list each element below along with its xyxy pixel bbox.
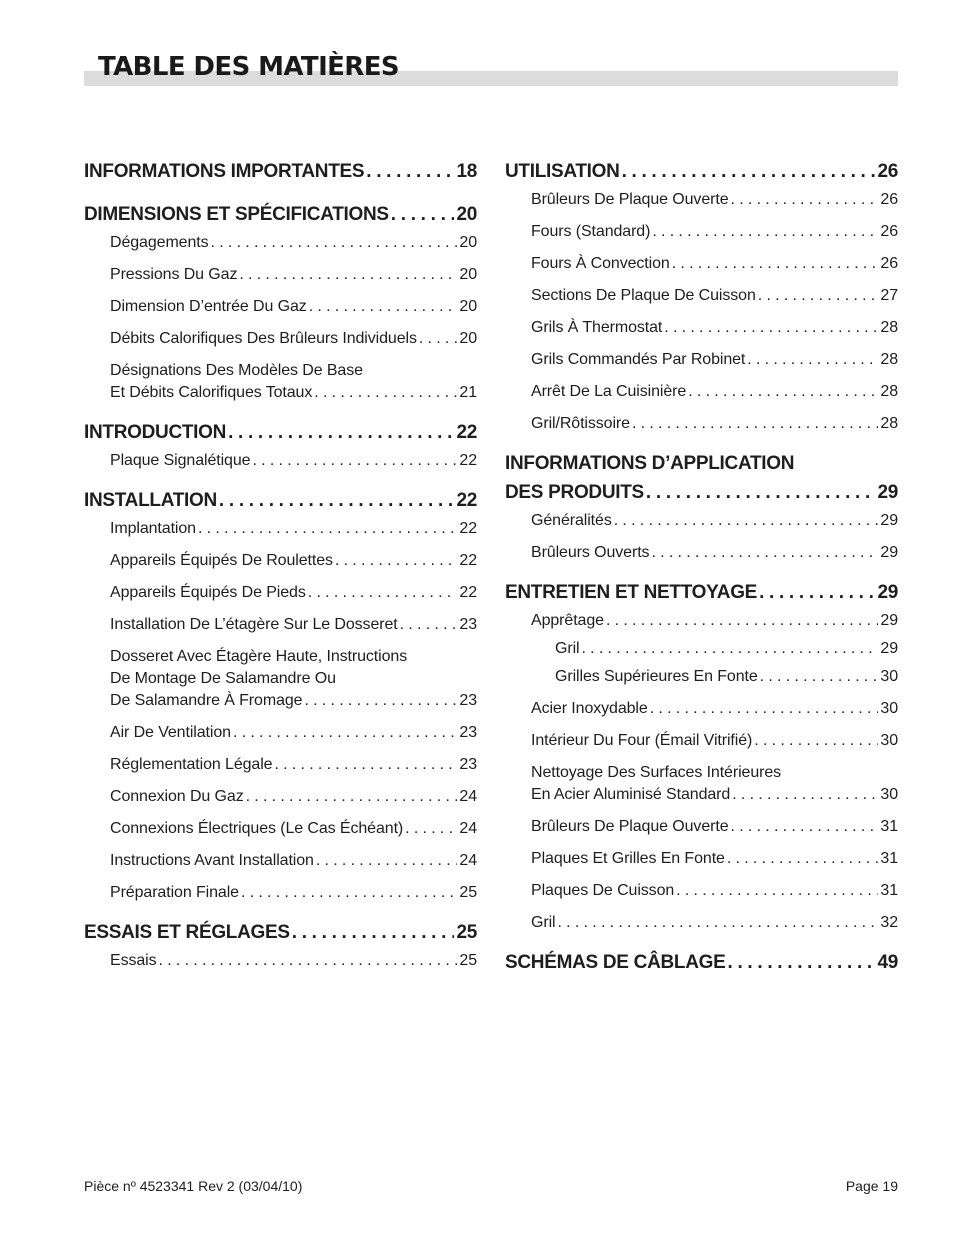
dot-leader [727, 848, 879, 870]
toc-entry-label: Essais [110, 952, 157, 969]
dot-leader [664, 317, 878, 339]
toc-section-entry[interactable] [84, 486, 477, 515]
toc-page-number: 30 [880, 700, 898, 717]
dot-leader [614, 510, 879, 532]
toc-section-entry[interactable] [505, 157, 898, 186]
toc-page-number: 25 [459, 884, 477, 901]
toc-entry-label: Installation De L’étagère Sur Le Dosseret [110, 616, 398, 633]
toc-entry-label: Arrêt De La Cuisinière [531, 383, 687, 400]
dot-leader [650, 698, 879, 720]
dot-leader [241, 882, 457, 904]
toc-entry-label: Gril [555, 640, 580, 657]
toc-page-number: 25 [456, 922, 477, 943]
toc-entry-label: Réglementation Légale [110, 756, 273, 773]
toc-subsection-entry[interactable] [84, 232, 477, 254]
toc-entry-label: Appareils Équipés De Roulettes [110, 552, 333, 569]
toc-subsection-entry[interactable] [505, 880, 898, 902]
toc-subsection-entry[interactable] [84, 518, 477, 540]
dot-leader [728, 948, 876, 977]
dot-leader [676, 880, 878, 902]
toc-page-number: 23 [459, 756, 477, 773]
toc-entry-label: Connexion Du Gaz [110, 788, 244, 805]
dot-leader [228, 418, 454, 447]
toc-subsection-entry[interactable] [84, 646, 477, 712]
toc-page-number: 25 [459, 952, 477, 969]
toc-entry-label: INFORMATIONS D’APPLICATION [505, 453, 795, 474]
dot-leader [581, 638, 878, 660]
toc-entry-label: Grilles Supérieures En Fonte [555, 668, 758, 685]
dot-leader [731, 189, 879, 211]
toc-page-number: 26 [880, 223, 898, 240]
toc-entry-label-continued: De Salamandre À Fromage [110, 692, 303, 709]
dot-leader [304, 690, 457, 712]
toc-subsection-entry[interactable] [505, 816, 898, 838]
toc-page-number: 20 [459, 266, 477, 283]
dot-leader [400, 614, 458, 636]
dot-leader [335, 550, 457, 572]
toc-entry-label: SCHÉMAS DE CÂBLAGE [505, 952, 726, 973]
toc-page-number: 28 [880, 319, 898, 336]
toc-entry-last-line [110, 382, 477, 404]
toc-subsection-entry[interactable] [84, 614, 477, 636]
toc-entry-label: Grils À Thermostat [531, 319, 663, 336]
toc-subsection-entry[interactable] [505, 610, 898, 632]
toc-page-number: 31 [880, 850, 898, 867]
toc-entry-label: ENTRETIEN ET NETTOYAGE [505, 582, 758, 603]
toc-section-entry[interactable] [505, 449, 898, 507]
toc-page-number: 28 [880, 415, 898, 432]
dot-leader [622, 157, 876, 186]
dot-leader [405, 818, 457, 840]
toc-entry-label: Brûleurs Ouverts [531, 544, 650, 561]
toc-subsection-entry[interactable] [84, 786, 477, 808]
toc-section-entry[interactable] [84, 157, 477, 186]
toc-entry-last-line [505, 478, 898, 507]
toc-subsection-entry[interactable] [84, 882, 477, 904]
toc-subsection-entry[interactable] [505, 638, 898, 660]
toc-page-number: 26 [880, 255, 898, 272]
toc-subsection-entry[interactable] [84, 360, 477, 404]
toc-entry-label: Plaque Signalétique [110, 452, 251, 469]
toc-page-number: 22 [459, 584, 477, 601]
toc-entry-label: Gril/Rôtissoire [531, 415, 630, 432]
toc-entry-label: UTILISATION [505, 161, 620, 182]
dot-leader [732, 784, 878, 806]
toc-entry-label: Connexions Électriques (Le Cas Échéant) [110, 820, 404, 837]
toc-entry-label: Acier Inoxydable [531, 700, 648, 717]
toc-subsection-entry[interactable] [505, 542, 898, 564]
toc-subsection-entry[interactable] [84, 264, 477, 286]
toc-entry-label: Implantation [110, 520, 196, 537]
toc-subsection-entry[interactable] [505, 189, 898, 211]
toc-subsection-entry[interactable] [505, 912, 898, 934]
toc-entry-label: Apprêtage [531, 612, 604, 629]
dot-leader [646, 478, 876, 507]
dot-leader [747, 349, 878, 371]
toc-subsection-entry[interactable] [505, 510, 898, 532]
toc-page-number: 22 [459, 520, 477, 537]
dot-leader [754, 730, 878, 752]
toc-page-number: 23 [459, 724, 477, 741]
toc-entry-label: Dosseret Avec Étagère Haute, Instructions [110, 648, 408, 665]
toc-subsection-entry[interactable] [84, 850, 477, 872]
toc-page-number: 22 [456, 490, 477, 511]
toc-page-number: 29 [880, 544, 898, 561]
dot-leader [672, 253, 879, 275]
toc-page-number: 49 [877, 952, 898, 973]
toc-page-number: 26 [877, 161, 898, 182]
dot-leader [219, 486, 455, 515]
toc-subsection-entry[interactable] [505, 221, 898, 243]
toc-entry-label: ESSAIS ET RÉGLAGES [84, 922, 290, 943]
toc-entry-label-continued: En Acier Aluminisé Standard [531, 786, 731, 803]
toc-subsection-entry[interactable] [505, 698, 898, 720]
toc-section-entry[interactable] [84, 200, 477, 229]
toc-subsection-entry[interactable] [505, 349, 898, 371]
toc-subsection-entry[interactable] [84, 296, 477, 318]
dot-leader [366, 157, 454, 186]
toc-subsection-entry[interactable] [505, 848, 898, 870]
footer-part-number: Pièce nº 4523341 Rev 2 (03/04/10) [84, 1178, 303, 1194]
dot-leader [309, 296, 458, 318]
dot-leader [314, 382, 457, 404]
dot-leader [159, 950, 458, 972]
toc-subsection-entry[interactable] [84, 950, 477, 972]
toc-entry-label: Sections De Plaque De Cuisson [531, 287, 756, 304]
toc-subsection-entry[interactable] [84, 328, 477, 350]
toc-page-number: 30 [880, 732, 898, 749]
toc-page-number: 26 [880, 191, 898, 208]
toc-page-number: 18 [456, 161, 477, 182]
toc-page-number: 30 [880, 786, 898, 803]
dot-leader [632, 413, 878, 435]
toc-page-number: 27 [880, 287, 898, 304]
toc-entry-label: Fours (Standard) [531, 223, 651, 240]
dot-leader [606, 610, 878, 632]
toc-page-number: 20 [459, 330, 477, 347]
toc-page-number: 20 [459, 298, 477, 315]
page-title: TABLE DES MATIÈRES [98, 52, 400, 82]
toc-subsection-entry[interactable] [505, 317, 898, 339]
dot-leader [759, 578, 875, 607]
toc-page-number: 31 [880, 818, 898, 835]
toc-page-number: 28 [880, 383, 898, 400]
toc-subsection-entry[interactable] [505, 762, 898, 806]
toc-page-number: 29 [880, 512, 898, 529]
dot-leader [760, 666, 879, 688]
toc-entry-label: Plaques Et Grilles En Fonte [531, 850, 725, 867]
toc-section-entry[interactable] [505, 578, 898, 607]
dot-leader [391, 200, 455, 229]
toc-left-column [84, 157, 477, 972]
toc-entry-label: Débits Calorifiques Des Brûleurs Individuels [110, 330, 417, 347]
toc-subsection-entry[interactable] [84, 818, 477, 840]
toc-entry-label: Fours À Convection [531, 255, 670, 272]
toc-entry-label: Gril [531, 914, 556, 931]
toc-subsection-entry[interactable] [84, 722, 477, 744]
dot-leader [246, 786, 458, 808]
toc-subsection-entry[interactable] [84, 550, 477, 572]
dot-leader [274, 754, 457, 776]
toc-subsection-entry[interactable] [505, 253, 898, 275]
toc-entry-label: Instructions Avant Installation [110, 852, 314, 869]
toc-entry-label: Désignations Des Modèles De Base [110, 362, 363, 379]
toc-page-number: 22 [459, 452, 477, 469]
dot-leader [198, 518, 457, 540]
toc-entry-label: INFORMATIONS IMPORTANTES [84, 161, 365, 182]
toc-page-number: 29 [880, 640, 898, 657]
toc-page-number: 24 [459, 820, 477, 837]
dot-leader [758, 285, 879, 307]
toc-right-column [505, 157, 898, 977]
toc-entry-label: Préparation Finale [110, 884, 239, 901]
toc-page-number: 20 [456, 204, 477, 225]
toc-entry-label: Brûleurs De Plaque Ouverte [531, 191, 729, 208]
toc-page-number: 21 [459, 384, 477, 401]
toc-page-number: 30 [880, 668, 898, 685]
dot-leader [316, 850, 458, 872]
toc-page-number: 31 [880, 882, 898, 899]
dot-leader [252, 450, 457, 472]
toc-entry-label: Généralités [531, 512, 612, 529]
toc-subsection-entry[interactable] [84, 450, 477, 472]
dot-leader [308, 582, 458, 604]
toc-page-number: 24 [459, 852, 477, 869]
toc-entry-label: Pressions Du Gaz [110, 266, 238, 283]
footer-page-number: Page 19 [845, 1178, 898, 1194]
toc-entry-label: Nettoyage Des Surfaces Intérieures [531, 764, 782, 781]
toc-page-number: 22 [456, 422, 477, 443]
toc-page-number: 29 [877, 482, 898, 503]
toc-entry-label: Grils Commandés Par Robinet [531, 351, 746, 368]
toc-entry-label: Dimension D’entrée Du Gaz [110, 298, 307, 315]
dot-leader [688, 381, 878, 403]
toc-subsection-entry[interactable] [505, 730, 898, 752]
toc-entry-last-line [531, 784, 898, 806]
toc-page-number: 23 [459, 616, 477, 633]
toc-subsection-entry[interactable] [505, 413, 898, 435]
toc-entry-label-continued: DES PRODUITS [505, 482, 644, 503]
toc-section-entry[interactable] [84, 418, 477, 447]
toc-subsection-entry[interactable] [505, 285, 898, 307]
dot-leader [239, 264, 457, 286]
dot-leader [557, 912, 878, 934]
toc-entry-label: Air De Ventilation [110, 724, 231, 741]
dot-leader [731, 816, 879, 838]
toc-subsection-entry[interactable] [505, 381, 898, 403]
toc-entry-label: Intérieur Du Four (Émail Vitrifié) [531, 732, 753, 749]
toc-section-entry[interactable] [84, 918, 477, 947]
toc-page-number: 22 [459, 552, 477, 569]
toc-subsection-entry[interactable] [505, 666, 898, 688]
toc-page-number: 32 [880, 914, 898, 931]
dot-leader [652, 221, 878, 243]
toc-page-number: 28 [880, 351, 898, 368]
toc-entry-label: DIMENSIONS ET SPÉCIFICATIONS [84, 204, 389, 225]
dot-leader [211, 232, 458, 254]
toc-entry-label: Brûleurs De Plaque Ouverte [531, 818, 729, 835]
toc-page-number: 29 [877, 582, 898, 603]
toc-entry-label: Dégagements [110, 234, 209, 251]
toc-entry-label: INSTALLATION [84, 490, 217, 511]
toc-entry-label: Plaques De Cuisson [531, 882, 675, 899]
toc-entry-last-line [110, 690, 477, 712]
toc-entry-label: INTRODUCTION [84, 422, 227, 443]
toc-entry-label-continued: Et Débits Calorifiques Totaux [110, 384, 313, 401]
toc-subsection-entry[interactable] [84, 582, 477, 604]
dot-leader [233, 722, 457, 744]
toc-entry-label-continued: De Montage De Salamandre Ou [110, 670, 336, 687]
toc-page-number: 20 [459, 234, 477, 251]
toc-page-number: 24 [459, 788, 477, 805]
dot-leader [651, 542, 878, 564]
dot-leader [419, 328, 458, 350]
toc-page-number: 23 [459, 692, 477, 709]
dot-leader [292, 918, 455, 947]
toc-page-number: 29 [880, 612, 898, 629]
toc-subsection-entry[interactable] [84, 754, 477, 776]
toc-section-entry[interactable] [505, 948, 898, 977]
toc-entry-label: Appareils Équipés De Pieds [110, 584, 306, 601]
